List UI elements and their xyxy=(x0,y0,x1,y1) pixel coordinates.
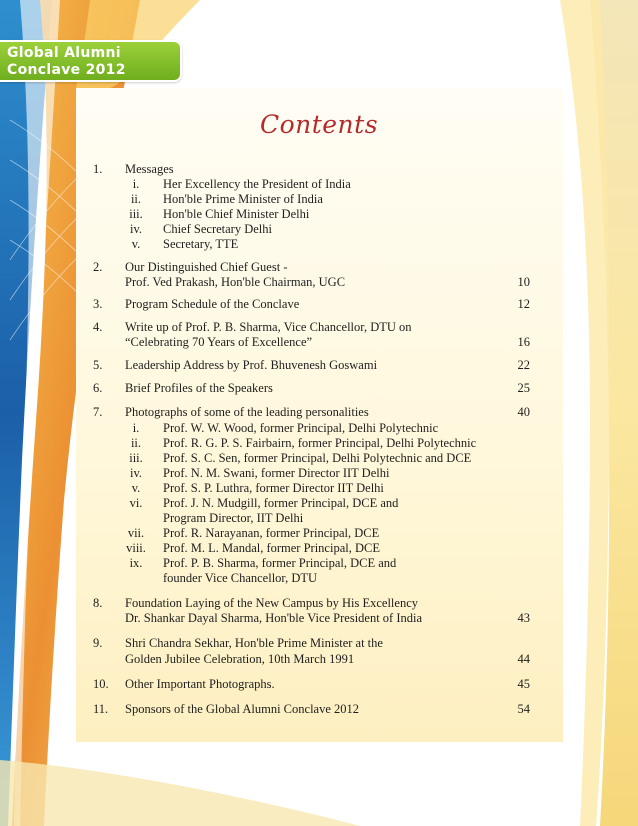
toc-sub-number: iv. xyxy=(129,466,143,480)
toc-sub-title: Chief Secretary Delhi xyxy=(163,222,272,236)
toc-entry-number: 10. xyxy=(93,677,109,691)
toc-sub-title: Secretary, TTE xyxy=(163,237,239,251)
toc-entry-title: Sponsors of the Global Alumni Conclave 2012 xyxy=(125,702,360,716)
badge-line-1: Global Alumni xyxy=(7,45,121,61)
toc-sub-title: Prof. R. Narayanan, former Principal, DCE xyxy=(163,526,380,540)
toc-entry-page: 25 xyxy=(517,381,530,395)
toc-sub-title: Prof. J. N. Mudgill, former Principal, DCE and xyxy=(163,496,399,510)
toc-entry-title: Shri Chandra Sekhar, Hon'ble Prime Minister at the xyxy=(125,636,383,650)
toc-entry-number: 5. xyxy=(93,358,103,372)
toc-sub-number: v. xyxy=(131,237,141,251)
toc-entry-page: 16 xyxy=(517,335,530,349)
toc-sub-title: Hon'ble Chief Minister Delhi xyxy=(163,207,310,221)
toc-sub-title: Hon'ble Prime Minister of India xyxy=(163,192,323,206)
toc-sub-number: ii. xyxy=(130,436,142,450)
toc-sub-number: i. xyxy=(132,421,140,435)
toc-entry-number: 3. xyxy=(93,297,103,311)
toc-entry-title: Prof. Ved Prakash, Hon'ble Chairman, UGC xyxy=(125,275,346,289)
toc-entry-number: 7. xyxy=(93,405,103,419)
page-title: Contents xyxy=(259,110,379,139)
toc-entry-page: 54 xyxy=(517,702,530,716)
toc-entry-page: 44 xyxy=(517,652,530,666)
toc-sub-title: Prof. R. G. P. S. Fairbairn, former Principal, Delhi Polytechnic xyxy=(163,436,477,450)
toc-sub-number: i. xyxy=(132,177,140,191)
toc-entry-title: Leadership Address by Prof. Bhuvenesh Goswami xyxy=(125,358,378,372)
toc-entry-title: Golden Jubilee Celebration, 10th March 1991 xyxy=(125,652,355,666)
toc-entry-page: 22 xyxy=(517,358,530,372)
toc-sub-title: Her Excellency the President of India xyxy=(163,177,351,191)
toc-entry-title: Other Important Photographs. xyxy=(125,677,275,691)
toc-sub-number: ii. xyxy=(130,192,142,206)
toc-entry-number: 6. xyxy=(93,381,103,395)
toc-sub-title: founder Vice Chancellor, DTU xyxy=(163,571,318,585)
toc-sub-number: vi. xyxy=(129,496,143,510)
toc-sub-number: iv. xyxy=(129,222,143,236)
toc-entry-number: 11. xyxy=(93,702,109,716)
toc-entry-title: Program Schedule of the Conclave xyxy=(125,297,300,311)
toc-sub-number: ix. xyxy=(129,556,143,570)
toc-sub-title: Prof. P. B. Sharma, former Principal, DCE and xyxy=(163,556,397,570)
toc-entry-number: 2. xyxy=(93,260,103,274)
toc-entry-title: “Celebrating 70 Years of Excellence” xyxy=(125,335,313,349)
toc-sub-number: iii. xyxy=(129,207,143,221)
toc-sub-title: Prof. S. P. Luthra, former Director IIT Delhi xyxy=(163,481,384,495)
toc-entry-title: Messages xyxy=(125,162,174,176)
toc-entry-title: Our Distinguished Chief Guest - xyxy=(125,260,288,274)
toc-entry-title: Brief Profiles of the Speakers xyxy=(125,381,273,395)
toc-sub-number: vii. xyxy=(127,526,145,540)
toc-sub-number: viii. xyxy=(126,541,146,555)
toc-entry-page: 12 xyxy=(517,297,530,311)
conclave-badge xyxy=(0,40,182,82)
toc-entry-page: 40 xyxy=(517,405,530,419)
toc-entry-number: 1. xyxy=(93,162,103,176)
toc-entry-page: 45 xyxy=(517,677,530,691)
toc-sub-title: Prof. M. L. Mandal, former Principal, DCE xyxy=(163,541,380,555)
toc-sub-title: Prof. S. C. Sen, former Principal, Delhi Polytechnic and DCE xyxy=(163,451,472,465)
toc-entry-page: 43 xyxy=(517,611,530,625)
toc-entry-number: 4. xyxy=(93,320,103,334)
toc-entry-title: Write up of Prof. P. B. Sharma, Vice Chancellor, DTU on xyxy=(125,320,412,334)
badge-line-2: Conclave 2012 xyxy=(7,62,126,78)
toc-entry-number: 8. xyxy=(93,596,103,610)
toc-sub-title: Prof. N. M. Swani, former Director IIT Delhi xyxy=(163,466,390,480)
toc-entry-number: 9. xyxy=(93,636,103,650)
toc-sub-title: Prof. W. W. Wood, former Principal, Delhi Polytechnic xyxy=(163,421,439,435)
toc-sub-title: Program Director, IIT Delhi xyxy=(163,511,304,525)
toc-entry-title: Photographs of some of the leading personalities xyxy=(125,405,369,419)
toc-sub-number: v. xyxy=(131,481,141,495)
toc-sub-number: iii. xyxy=(129,451,143,465)
toc-entry-title: Foundation Laying of the New Campus by His Excellency xyxy=(125,596,418,610)
toc-entry-title: Dr. Shankar Dayal Sharma, Hon'ble Vice President of India xyxy=(125,611,423,625)
toc-entry-page: 10 xyxy=(517,275,530,289)
